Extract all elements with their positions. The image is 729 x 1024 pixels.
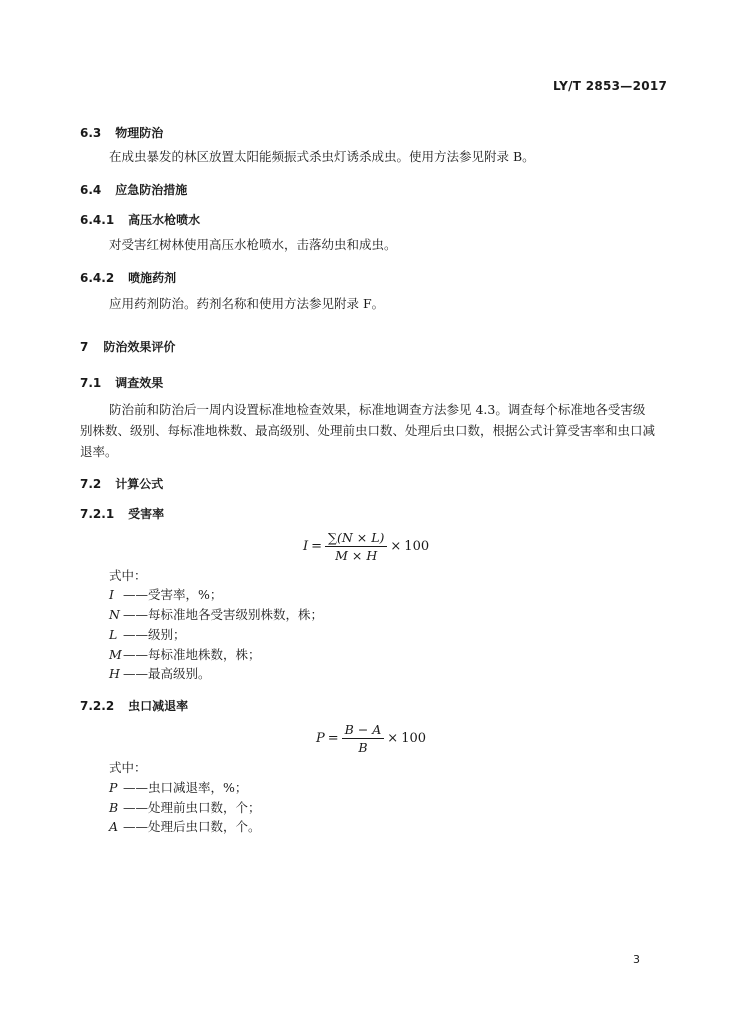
section-6-3-heading (80, 124, 163, 141)
section-number: 7.2.2 (80, 699, 115, 713)
section-6-4-1-body: 对受害红树林使用高压水枪喷水，击落幼虫和成虫。 (109, 237, 397, 252)
standard-code: LY/T 2853—2017 (553, 79, 668, 93)
formula-equals: = (327, 731, 339, 746)
where-label: 式中： (109, 760, 147, 775)
variable-definition (109, 624, 186, 645)
section-7-2-1-heading (80, 505, 164, 522)
formula-numerator: ∑(N × L) (325, 530, 387, 547)
section-7-2-2-heading (80, 697, 188, 714)
section-title: 受害率 (128, 507, 165, 521)
formula-factor: 100 (404, 539, 430, 554)
section-6-4-2-heading (80, 269, 176, 286)
variable-symbol: B (109, 800, 119, 815)
section-7-1-body-line-3: 退率。 (80, 444, 118, 459)
variable-description: ——每标准地各受害级别株数，株； (123, 607, 324, 622)
variable-symbol: H (109, 666, 120, 681)
formula-lhs: I (303, 539, 309, 554)
variable-symbol: P (109, 780, 118, 795)
variable-definition (109, 644, 261, 665)
variable-description: ——虫口减退率，%； (123, 780, 248, 795)
section-7-2-heading (80, 475, 163, 492)
section-number: 7.2.1 (80, 507, 115, 521)
formula-fraction (325, 530, 387, 563)
population-reduction-formula (316, 722, 426, 755)
formula-factor: 100 (401, 731, 427, 746)
variable-symbol: I (109, 587, 114, 602)
variable-definition (109, 663, 211, 684)
variable-description: ——处理前虫口数，个； (123, 800, 261, 815)
variable-definition (109, 797, 261, 818)
section-number: 7.2 (80, 477, 102, 491)
variable-symbol: A (109, 819, 119, 834)
formula-times: × (390, 539, 402, 554)
variable-description: ——处理后虫口数，个。 (123, 819, 261, 834)
formula-denominator: M × H (335, 548, 378, 563)
section-number: 6.4.2 (80, 271, 115, 285)
variable-description: ——最高级别。 (123, 666, 211, 681)
formula-denominator: B (358, 740, 368, 755)
section-7-heading (80, 338, 175, 355)
section-title: 应急防治措施 (115, 183, 188, 197)
section-6-4-2-body: 应用药剂防治。药剂名称和使用方法参见附录 F。 (109, 296, 385, 311)
variable-description: ——受害率，%； (123, 587, 223, 602)
variable-symbol: L (109, 627, 118, 642)
formula-times: × (387, 731, 399, 746)
formula-equals: = (311, 539, 323, 554)
section-title: 虫口减退率 (128, 699, 189, 713)
section-number: 6.3 (80, 126, 102, 140)
where-label: 式中： (109, 568, 147, 583)
section-number: 6.4.1 (80, 213, 115, 227)
section-number: 6.4 (80, 183, 102, 197)
section-7-1-heading (80, 374, 163, 391)
section-number: 7 (80, 340, 89, 354)
variable-symbol: M (109, 647, 122, 662)
section-6-4-1-heading (80, 211, 200, 228)
section-title: 高压水枪喷水 (128, 213, 201, 227)
damage-rate-formula (303, 530, 429, 563)
variable-description: ——级别； (123, 627, 186, 642)
page-number: 3 (633, 953, 640, 966)
variable-definition (109, 584, 222, 605)
variable-definition (109, 816, 261, 837)
section-title: 防治效果评价 (103, 340, 176, 354)
section-title: 计算公式 (115, 477, 164, 491)
section-title: 物理防治 (115, 126, 164, 140)
variable-definition (109, 604, 323, 625)
section-title: 喷施药剂 (128, 271, 177, 285)
formula-numerator: B − A (342, 722, 385, 739)
formula-lhs: P (316, 731, 325, 746)
section-7-1-body-line-1: 防治前和防治后一周内设置标准地检查效果，标准地调查方法参见 4.3。调查每个标准地各受害级 (109, 402, 646, 417)
section-6-3-body: 在成虫暴发的林区放置太阳能频振式杀虫灯诱杀成虫。使用方法参见附录 B。 (109, 149, 535, 164)
variable-symbol: N (109, 607, 120, 622)
variable-definition (109, 777, 247, 798)
formula-fraction (342, 722, 385, 755)
section-title: 调查效果 (115, 376, 164, 390)
section-6-4-heading (80, 181, 187, 198)
section-7-1-body-line-2: 别株数、级别、每标准地株数、最高级别、处理前虫口数、处理后虫口数，根据公式计算受害率和虫口减 (80, 423, 656, 438)
variable-description: ——每标准地株数，株； (123, 647, 261, 662)
section-number: 7.1 (80, 376, 102, 390)
